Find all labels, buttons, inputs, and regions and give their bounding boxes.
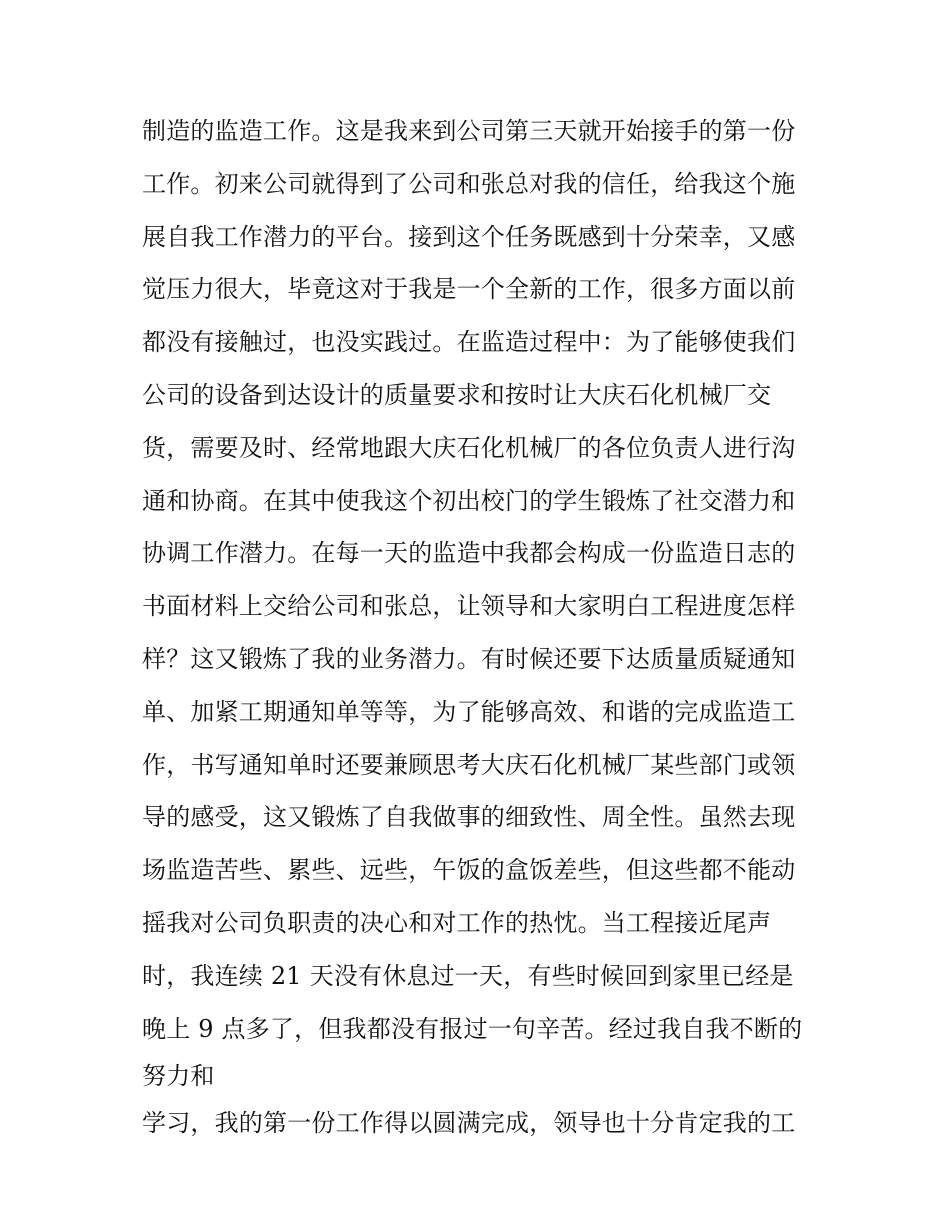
text-line: 样？这又锻炼了我的业务潜力。有时候还要下达质量质疑通知	[142, 644, 796, 673]
text-line: 导的感受，这又锻炼了自我做事的细致性、周全性。虽然去现	[142, 803, 796, 832]
text-line: 工作。初来公司就得到了公司和张总对我的信任，给我这个施	[142, 169, 796, 198]
text-line: 货，需要及时、经常地跟大庆石化机械厂的各位负责人进行沟	[142, 433, 796, 462]
text-line: 摇我对公司负职责的决心和对工作的热忱。当工程接近尾声	[142, 908, 772, 937]
text-line: 学习，我的第一份工作得以圆满完成，领导也十分肯定我的工	[142, 1109, 796, 1138]
body-text	[142, 105, 822, 1150]
text-line: 觉压力很大，毕竟这对于我是一个全新的工作，很多方面以前	[142, 275, 796, 304]
text-line: 都没有接触过，也没实践过。在监造过程中：为了能够使我们	[142, 328, 796, 357]
text-line: 场监造苦些、累些、远些，午饭的盒饭差些，但这些都不能动	[142, 856, 796, 885]
text-line: 单、加紧工期通知单等等，为了能够高效、和谐的完成监造工	[142, 697, 796, 726]
text-line: 努力和	[142, 1062, 215, 1091]
text-line: 制造的监造工作。这是我来到公司第三天就开始接手的第一份	[142, 117, 796, 145]
text-line: 协调工作潜力。在每一天的监造中我都会构成一份监造日志的	[142, 539, 796, 568]
text-line: 通和协商。在其中使我这个初出校门的学生锻炼了社交潜力和	[142, 486, 796, 515]
text-line: 时，我连续 21 天没有休息过一天，有些时候回到家里已经是	[142, 961, 794, 990]
text-line: 作，书写通知单时还要兼顾思考大庆石化机械厂某些部门或领	[142, 750, 796, 779]
text-line: 展自我工作潜力的平台。接到这个任务既感到十分荣幸，又感	[142, 222, 796, 251]
text-line: 公司的设备到达设计的质量要求和按时让大庆石化机械厂交	[142, 380, 772, 409]
text-line: 书面材料上交给公司和张总，让领导和大家明白工程进度怎样	[142, 592, 796, 621]
text-line: 晚上 9 点多了，但我都没有报过一句辛苦。经过我自我不断的	[142, 1014, 803, 1043]
